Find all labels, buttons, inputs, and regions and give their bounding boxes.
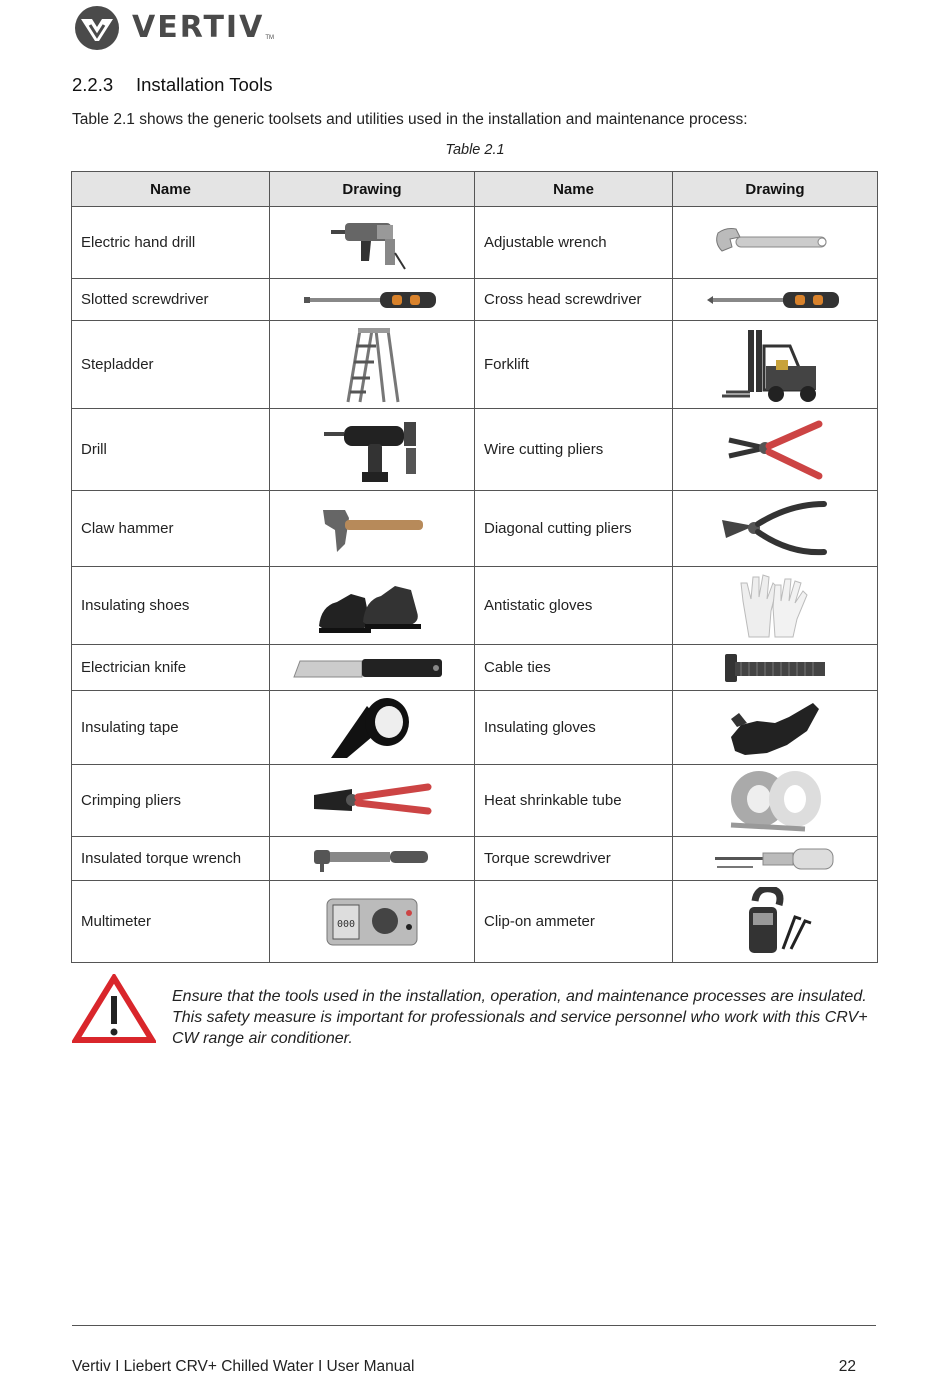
vertiv-logo <box>74 5 274 51</box>
cable-ties-icon <box>723 650 827 686</box>
tool-name: Adjustable wrench <box>475 207 673 279</box>
tool-drawing-cell <box>673 567 878 645</box>
diagonal-cutting-pliers-icon <box>720 498 830 560</box>
logo-wordmark: VERTIV <box>132 10 265 45</box>
multimeter-icon <box>325 897 419 947</box>
tool-drawing-cell <box>673 881 878 963</box>
slotted-screwdriver-icon <box>302 289 442 311</box>
tool-name: Insulating tape <box>72 691 270 765</box>
forklift-icon <box>720 326 830 404</box>
tool-name: Crimping pliers <box>72 765 270 837</box>
tool-name: Diagonal cutting pliers <box>475 491 673 567</box>
intro-paragraph: Table 2.1 shows the generic toolsets and utilities used in the installation and maintenance process: <box>72 111 748 128</box>
tool-drawing-cell <box>270 567 475 645</box>
warning-triangle-icon <box>72 974 156 1044</box>
insulating-gloves-icon <box>727 697 823 759</box>
tool-drawing-cell <box>673 645 878 691</box>
table-row <box>72 491 878 567</box>
stepladder-icon <box>342 326 402 404</box>
section-heading <box>72 74 272 96</box>
table-row <box>72 765 878 837</box>
table-row <box>72 321 878 409</box>
page-number: 22 <box>838 1358 856 1375</box>
tool-name: Slotted screwdriver <box>72 279 270 321</box>
tool-name: Cross head screwdriver <box>475 279 673 321</box>
warning-text: Ensure that the tools used in the installation, operation, and maintenance processes are insulated. This safety measure is important for professionals and service personnel who work with this CRV+ CW range air conditioner. <box>172 988 868 1047</box>
tool-name: Torque screwdriver <box>475 837 673 881</box>
tool-name: Heat shrinkable tube <box>475 765 673 837</box>
tool-drawing-cell <box>270 279 475 321</box>
tool-drawing-cell <box>673 491 878 567</box>
antistatic-gloves-icon <box>735 571 815 641</box>
header-name-1: Name <box>72 172 270 207</box>
electric-hand-drill-icon <box>327 213 417 273</box>
insulating-tape-icon <box>327 696 417 760</box>
tool-drawing-cell <box>270 645 475 691</box>
tool-name: Drill <box>72 409 270 491</box>
svg-text:000: 000 <box>336 918 356 930</box>
tool-name: Claw hammer <box>72 491 270 567</box>
claw-hammer-icon <box>317 502 427 556</box>
tool-drawing-cell <box>270 409 475 491</box>
tools-table <box>71 171 878 963</box>
tool-drawing-cell <box>673 691 878 765</box>
section-number: 2.2.3 <box>72 74 114 95</box>
tool-drawing-cell <box>270 321 475 409</box>
wire-cutting-pliers-icon <box>725 418 825 482</box>
table-row <box>72 207 878 279</box>
table-row <box>72 881 878 963</box>
tool-drawing-cell <box>270 881 475 963</box>
tool-name: Electrician knife <box>72 645 270 691</box>
table-row <box>72 567 878 645</box>
tool-name: Insulating shoes <box>72 567 270 645</box>
clip-on-ammeter-icon <box>735 887 815 957</box>
tool-drawing-cell <box>270 837 475 881</box>
table-row <box>72 279 878 321</box>
tool-name: Cable ties <box>475 645 673 691</box>
cross-head-screwdriver-icon <box>705 289 845 311</box>
torque-screwdriver-icon <box>713 845 837 873</box>
header-drawing-2: Drawing <box>673 172 878 207</box>
tool-drawing-cell <box>673 279 878 321</box>
tool-drawing-cell <box>270 207 475 279</box>
tool-name: Electric hand drill <box>72 207 270 279</box>
insulating-shoes-icon <box>317 576 427 636</box>
tool-drawing-cell <box>673 207 878 279</box>
vertiv-mark-icon <box>74 5 120 51</box>
tool-drawing-cell <box>673 765 878 837</box>
table-row <box>72 409 878 491</box>
adjustable-wrench-icon <box>710 223 840 263</box>
drill-icon <box>322 414 422 486</box>
crimping-pliers-icon <box>312 781 432 821</box>
tool-drawing-cell <box>673 321 878 409</box>
table-caption: Table 2.1 <box>445 142 505 158</box>
heat-shrinkable-tube-icon <box>725 769 825 833</box>
tool-name: Stepladder <box>72 321 270 409</box>
logo-trademark: TM <box>265 35 274 41</box>
table-row <box>72 837 878 881</box>
footer-divider <box>72 1325 876 1326</box>
tool-name: Forklift <box>475 321 673 409</box>
tool-name: Clip-on ammeter <box>475 881 673 963</box>
tool-name: Insulated torque wrench <box>72 837 270 881</box>
table-row <box>72 645 878 691</box>
table-header-row <box>72 172 878 207</box>
tool-drawing-cell <box>270 765 475 837</box>
tool-name: Antistatic gloves <box>475 567 673 645</box>
electrician-knife-icon <box>290 653 454 683</box>
tool-name: Insulating gloves <box>475 691 673 765</box>
insulated-torque-wrench-icon <box>312 844 432 874</box>
tool-drawing-cell <box>673 837 878 881</box>
header-drawing-1: Drawing <box>270 172 475 207</box>
tool-drawing-cell <box>673 409 878 491</box>
tool-drawing-cell <box>270 691 475 765</box>
tool-drawing-cell <box>270 491 475 567</box>
tool-name: Multimeter <box>72 881 270 963</box>
table-row <box>72 691 878 765</box>
footer-title: Vertiv I Liebert CRV+ Chilled Water I User Manual <box>72 1358 415 1375</box>
section-title: Installation Tools <box>136 74 273 95</box>
header-name-2: Name <box>475 172 673 207</box>
tool-name: Wire cutting pliers <box>475 409 673 491</box>
